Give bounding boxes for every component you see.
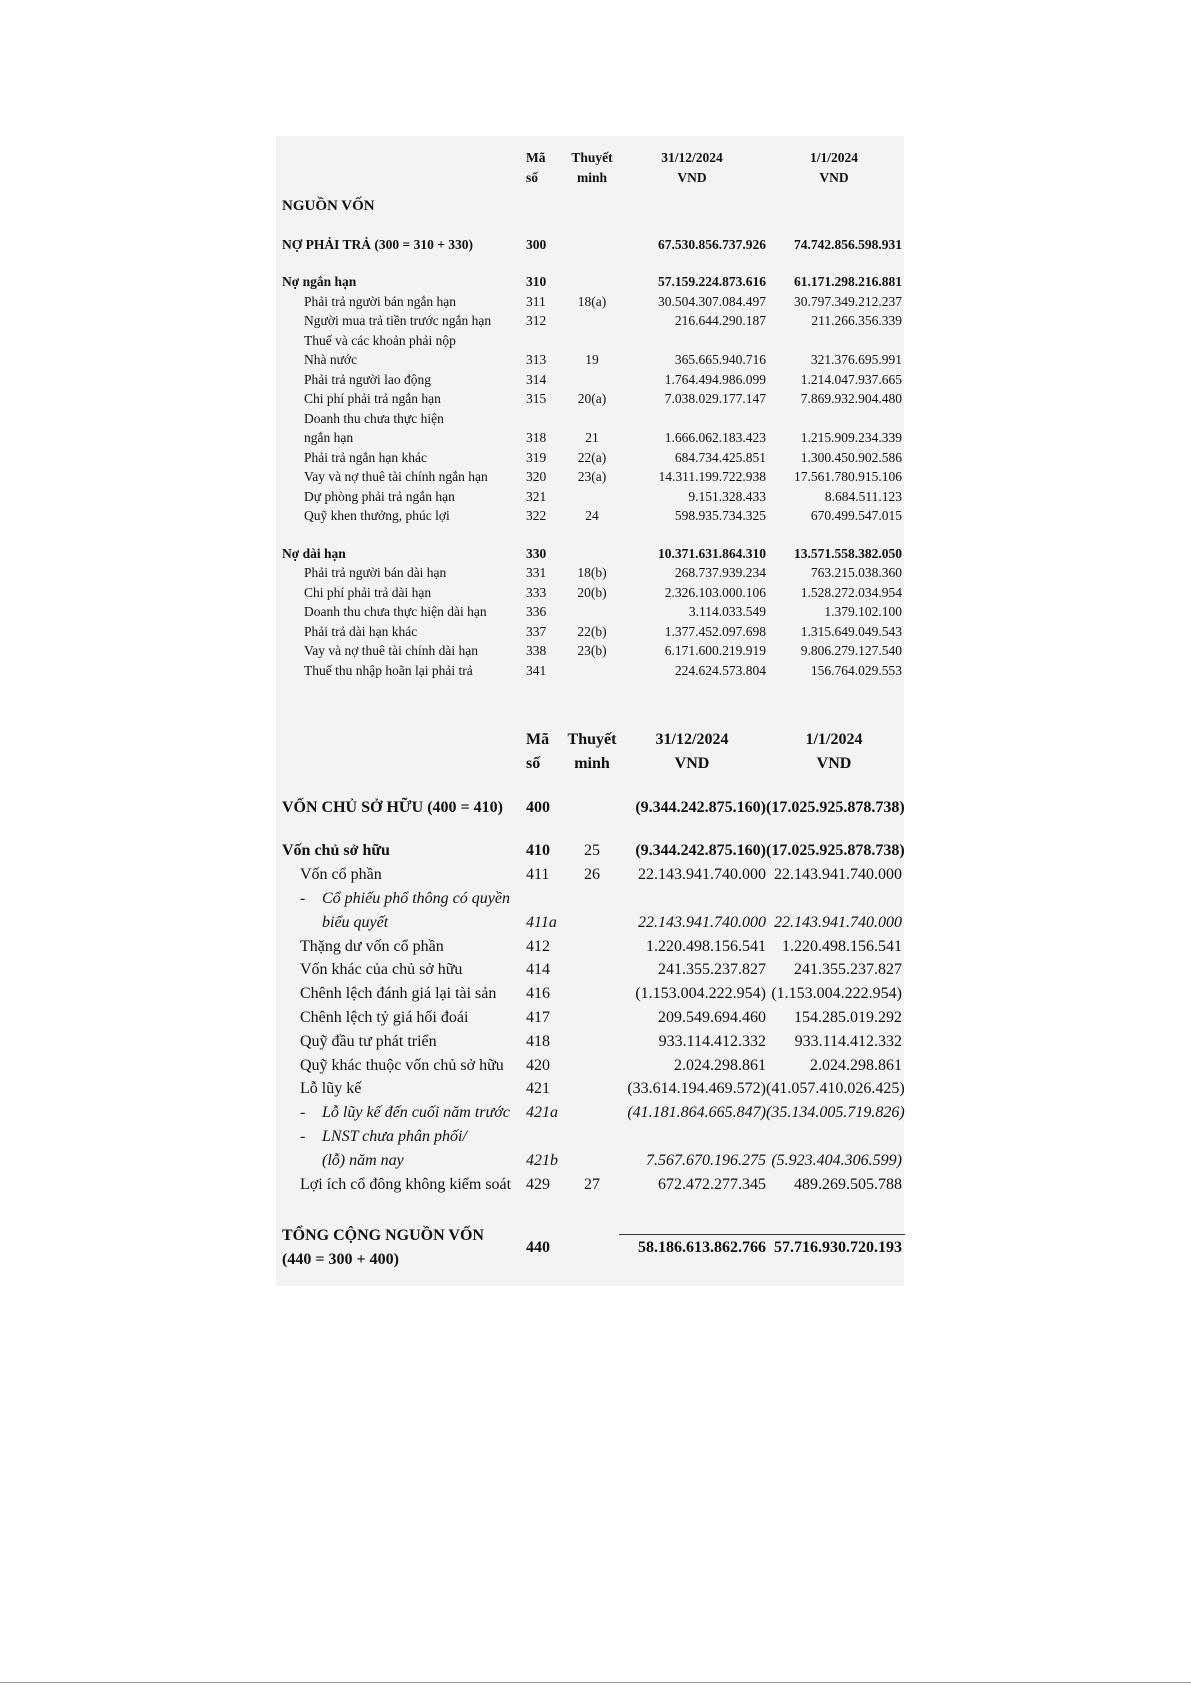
row-421b — [282, 1149, 902, 1173]
header-note-2: minh — [576, 169, 607, 185]
row-code: 321 — [526, 488, 547, 504]
row-value-2024: 14.311.199.722.938 — [658, 469, 766, 484]
row-value-2023: 22.143.941.740.000 — [774, 913, 902, 931]
row-value-2024: 58.186.613.862.766 — [638, 1239, 766, 1257]
row-label — [282, 1101, 526, 1125]
row-value-2023: 321.376.695.991 — [810, 352, 902, 367]
header-row-2 — [282, 168, 902, 188]
row-note: 22(b) — [577, 623, 607, 639]
row-code: 341 — [526, 662, 547, 678]
row-value-2024: (9.344.242.875.160) — [635, 842, 766, 860]
row-value-2024: (9.344.242.875.160) — [635, 798, 766, 816]
row-value-2023: 763.215.038.360 — [810, 565, 902, 580]
row-label: Doanh thu chưa thực hiện dài hạn — [304, 604, 487, 619]
row-value-2024: (41.181.864.665.847) — [627, 1104, 766, 1122]
row-label: Chi phí phải trả ngắn hạn — [304, 391, 441, 406]
row-note: 22(a) — [577, 449, 607, 465]
table-row-label-line — [282, 331, 902, 351]
header-currency-1: VND — [677, 169, 707, 185]
header-date-2: 1/1/2024 — [809, 150, 858, 165]
row-value-2023: 61.171.298.216.881 — [794, 274, 902, 289]
row-label: Vốn chủ sở hữu — [282, 842, 390, 860]
row-value-2024: 224.624.573.804 — [674, 662, 766, 678]
table-row-label-line — [282, 1125, 902, 1149]
row-label: Vay và nợ thuê tài chính dài hạn — [304, 643, 478, 658]
row-value-2023: 1.215.909.234.339 — [800, 430, 902, 445]
row-code: 322 — [526, 508, 547, 523]
row-label: Phải trả người lao động — [304, 371, 431, 387]
row-note: 20(b) — [577, 584, 607, 600]
table-row — [282, 622, 902, 642]
row-value-2024: 22.143.941.740.000 — [638, 866, 766, 884]
row-note: 19 — [585, 352, 599, 367]
row-label: Nợ dài hạn — [282, 545, 346, 561]
row-label-text: Lỗ lũy kế đến cuối năm trước — [322, 1104, 510, 1122]
row-label — [282, 1125, 902, 1149]
list-dash: - — [300, 1127, 306, 1145]
header-code-2: số — [526, 754, 541, 772]
table-row — [282, 563, 902, 583]
row-value-2023: (5.923.404.306.599) — [771, 1151, 902, 1169]
row-value-2024: 268.737.939.234 — [674, 565, 766, 580]
row-code: 417 — [526, 1008, 550, 1026]
row-value-2023: 8.684.511.123 — [824, 488, 902, 504]
row-value-2023: 933.114.412.332 — [794, 1032, 902, 1050]
row-value-2024: 1.377.452.097.698 — [664, 623, 766, 639]
row-value-2023: (17.025.925.878.738) — [766, 798, 905, 816]
row-code: 338 — [526, 643, 547, 658]
row-value-2023: 7.869.932.904.480 — [800, 391, 902, 406]
header-note: Thuyết — [567, 731, 617, 748]
row-label-text: Cổ phiếu phổ thông có quyền — [322, 889, 510, 907]
row-value-2023: 1.220.498.156.541 — [782, 937, 902, 955]
table-row — [282, 602, 902, 622]
row-note: 27 — [584, 1175, 600, 1193]
row-note: 18(b) — [577, 565, 607, 580]
row-value-2024: 2.024.298.861 — [674, 1056, 766, 1074]
row-value-2023: 2.024.298.861 — [810, 1056, 902, 1074]
header-row-1 — [282, 728, 902, 752]
header-row-2 — [282, 752, 902, 776]
row-code: 311 — [526, 293, 546, 309]
grand-total-label-line — [282, 1224, 902, 1248]
table-row — [282, 1077, 902, 1101]
row-label: Nợ ngắn hạn — [282, 274, 357, 289]
section-title: NGUỒN VỐN — [282, 198, 375, 214]
row-value-2024: 6.171.600.219.919 — [664, 643, 766, 658]
row-label: Chênh lệch tỷ giá hối đoái — [300, 1008, 469, 1026]
row-value-2024: 1.666.062.183.423 — [664, 430, 766, 445]
table-row — [282, 292, 902, 312]
row-value-2023: 489.269.505.788 — [794, 1175, 902, 1193]
row-value-2024: 672.472.277.345 — [658, 1175, 766, 1193]
row-code: 320 — [526, 469, 547, 484]
row-code: 411a — [526, 913, 557, 931]
row-value-2024: 67.530.856.737.926 — [658, 236, 766, 252]
row-code: 319 — [526, 449, 547, 465]
row-code: 300 — [526, 236, 547, 252]
row-label: Lỗ lũy kế — [300, 1080, 362, 1098]
header-currency-2: VND — [816, 754, 852, 772]
row-value-2023: 13.571.558.382.050 — [794, 545, 902, 561]
table-row — [282, 506, 902, 526]
row-note: 23(b) — [577, 643, 607, 658]
row-value-2024: 209.549.694.460 — [658, 1008, 766, 1026]
row-label: Phải trả dài hạn khác — [304, 623, 418, 639]
row-value-2023: (1.153.004.222.954) — [771, 985, 902, 1003]
row-code: 418 — [526, 1032, 550, 1050]
header-code-2: số — [526, 169, 539, 185]
row-note: 21 — [585, 430, 599, 445]
row-code: 333 — [526, 584, 547, 600]
row-note: 25 — [584, 842, 600, 860]
row-code: 421b — [526, 1151, 558, 1169]
header-note-2: minh — [574, 754, 610, 772]
row-label: Vốn cổ phần — [300, 866, 382, 884]
table-row — [282, 583, 902, 603]
header-code: Mã — [526, 731, 550, 748]
row-value-2023: 9.806.279.127.540 — [800, 643, 902, 658]
row-411 — [282, 863, 902, 887]
row-code: 313 — [526, 352, 547, 367]
table-row — [282, 958, 902, 982]
row-label: Dự phòng phải trả ngắn hạn — [304, 488, 455, 504]
row-label: Lợi ích cổ đông không kiểm soát — [300, 1175, 512, 1193]
row-value-2023: (35.134.005.719.826) — [766, 1104, 905, 1122]
table-row — [282, 641, 902, 661]
list-dash: - — [300, 1104, 306, 1122]
row-code: 414 — [526, 961, 550, 979]
row-value-2024: 3.114.033.549 — [688, 604, 766, 619]
row-429 — [282, 1173, 902, 1197]
row-note — [566, 661, 618, 681]
table-row — [282, 389, 902, 409]
row-value-2023: 22.143.941.740.000 — [774, 866, 902, 884]
header-code: Mã — [526, 150, 546, 165]
row-411a — [282, 911, 902, 935]
row-value-2023: 156.764.029.553 — [810, 662, 902, 678]
row-label: Quỹ đầu tư phát triển — [300, 1032, 437, 1050]
list-dash: - — [300, 889, 306, 907]
table-row — [282, 370, 902, 390]
row-code: 330 — [526, 545, 547, 561]
row-code: 310 — [526, 274, 547, 289]
row-value-2024: 1.220.498.156.541 — [646, 937, 766, 955]
table-row — [282, 350, 902, 370]
row-label: Thặng dư vốn cổ phần — [300, 937, 444, 955]
row-label-cont: Nhà nước — [304, 352, 358, 367]
row-value-2024: (1.153.004.222.954) — [635, 985, 766, 1003]
table-row — [282, 428, 902, 448]
row-label: VỐN CHỦ SỞ HỮU (400 = 410) — [282, 798, 503, 816]
row-value-2023: 74.742.856.598.931 — [794, 236, 902, 252]
table-row — [282, 935, 902, 959]
row-value-2024: 7.567.670.196.275 — [646, 1151, 766, 1169]
row-value-2024: 241.355.237.827 — [658, 961, 766, 979]
row-note — [566, 370, 618, 390]
row-code: 400 — [526, 798, 550, 816]
row-value-2024: (33.614.194.469.572) — [627, 1080, 766, 1098]
row-label: Phải trả người bán ngắn hạn — [304, 293, 457, 309]
row-code: 318 — [526, 430, 547, 445]
row-value-2024: 57.159.224.873.616 — [658, 274, 766, 289]
row-code: 421 — [526, 1080, 550, 1098]
row-code: 421a — [526, 1104, 558, 1122]
row-label-cont: (440 = 300 + 400) — [282, 1251, 399, 1269]
row-value-2024: 684.734.425.851 — [674, 449, 766, 465]
equity-table — [282, 728, 905, 1272]
row-label — [282, 887, 902, 911]
row-label: Vốn khác của chủ sở hữu — [300, 961, 463, 979]
row-label-text: LNST chưa phân phối/ — [322, 1127, 467, 1145]
row-code: 429 — [526, 1175, 550, 1193]
row-note: 26 — [584, 866, 600, 884]
header-note: Thuyết — [571, 150, 613, 165]
row-label: Chi phí phải trả dài hạn — [304, 584, 432, 600]
row-value-2024: 1.764.494.986.099 — [664, 371, 766, 387]
row-value-2024: 598.935.734.325 — [674, 508, 766, 523]
table-row — [282, 1030, 902, 1054]
row-value-2023: 1.379.102.100 — [824, 604, 902, 619]
row-value-2023: 241.355.237.827 — [794, 961, 902, 979]
row-label: Chênh lệch đánh giá lại tài sản — [300, 985, 497, 1003]
page-bottom-rule — [0, 1682, 1191, 1683]
row-label: TỔNG CỘNG NGUỒN VỐN — [282, 1227, 484, 1245]
row-code: 314 — [526, 371, 547, 387]
row-code: 315 — [526, 391, 547, 406]
row-label: Người mua trả tiền trước ngắn hạn — [304, 313, 492, 328]
row-code: 331 — [526, 565, 547, 580]
row-value-2023: 154.285.019.292 — [794, 1008, 902, 1026]
row-value-2023: 57.716.930.720.193 — [774, 1239, 902, 1257]
row-label: Quỹ khen thưởng, phúc lợi — [304, 508, 450, 523]
row-value-2023: 1.528.272.034.954 — [800, 584, 902, 600]
row-code: 411 — [526, 866, 550, 884]
table-row — [282, 467, 902, 487]
table-row — [282, 1006, 902, 1030]
table-row — [282, 1054, 902, 1078]
header-currency-2: VND — [819, 169, 849, 185]
row-value-2024: 22.143.941.740.000 — [638, 913, 766, 931]
table-row — [282, 487, 902, 507]
row-410 — [282, 839, 902, 863]
table-row — [282, 661, 902, 681]
row-label: Phải trả người bán dài hạn — [304, 565, 447, 580]
row-value-2023: (41.057.410.026.425) — [766, 1080, 905, 1098]
row-note: 20(a) — [577, 391, 607, 406]
table-row — [282, 448, 902, 468]
row-code: 420 — [526, 1056, 550, 1074]
row-value-2023: 1.214.047.937.665 — [800, 371, 902, 387]
row-code: 412 — [526, 937, 550, 955]
row-label: NỢ PHẢI TRẢ (300 = 310 + 330) — [282, 236, 474, 252]
row-label: Doanh thu chưa thực hiện — [304, 410, 444, 426]
row-value-2023: 211.266.356.339 — [811, 313, 902, 328]
header-date-2: 1/1/2024 — [805, 731, 863, 748]
row-value-2023: 1.315.649.049.543 — [800, 623, 902, 639]
row-value-2024: 933.114.412.332 — [658, 1032, 766, 1050]
row-label: Quỹ khác thuộc vốn chủ sở hữu — [300, 1056, 504, 1074]
row-421a — [282, 1101, 902, 1125]
liabilities-table — [282, 148, 902, 680]
row-300 — [282, 235, 902, 255]
row-note — [566, 311, 618, 331]
row-400 — [282, 796, 902, 820]
row-note — [566, 602, 618, 622]
row-note: 18(a) — [577, 293, 607, 309]
row-value-2023: 1.300.450.902.586 — [800, 449, 902, 465]
table-row — [282, 311, 902, 331]
row-value-2023: 17.561.780.915.106 — [794, 469, 902, 484]
row-code: 337 — [526, 623, 547, 639]
row-value-2024: 30.504.307.084.497 — [658, 293, 766, 309]
row-code: 416 — [526, 985, 550, 1003]
row-value-2024: 7.038.029.177.147 — [664, 391, 766, 406]
header-date-1: 31/12/2024 — [661, 150, 723, 165]
row-value-2024: 2.326.103.000.106 — [664, 584, 766, 600]
row-note: 24 — [585, 508, 599, 523]
table-row — [282, 982, 902, 1006]
row-value-2024: 10.371.631.864.310 — [658, 545, 766, 561]
header-currency-1: VND — [674, 754, 710, 772]
row-value-2024: 216.644.290.187 — [674, 313, 766, 328]
row-code: 410 — [526, 842, 550, 860]
row-310 — [282, 272, 902, 292]
row-label: Vay và nợ thuê tài chính ngắn hạn — [304, 469, 488, 484]
row-label-cont: ngắn hạn — [304, 430, 354, 445]
row-330 — [282, 544, 902, 564]
row-code: 336 — [526, 604, 547, 619]
row-value-2024: 9.151.328.433 — [688, 488, 766, 504]
row-code: 312 — [526, 313, 547, 328]
total-divider — [619, 1234, 905, 1235]
row-note — [566, 487, 618, 507]
row-code: 440 — [526, 1239, 550, 1257]
table-row-label-line — [282, 409, 902, 429]
row-label: Thuế thu nhập hoãn lại phải trả — [304, 662, 473, 678]
row-value-2024: 365.665.940.716 — [674, 352, 766, 367]
header-row-1 — [282, 148, 902, 168]
row-value-2023: (17.025.925.878.738) — [766, 842, 905, 860]
table-row-label-line — [282, 887, 902, 911]
row-label-cont: biểu quyết — [322, 913, 389, 931]
header-date-1: 31/12/2024 — [655, 731, 729, 748]
row-label: Phải trả ngắn hạn khác — [304, 449, 427, 465]
row-value-2023: 30.797.349.212.237 — [794, 293, 902, 309]
section-title-row — [282, 197, 902, 217]
row-label-cont: (lỗ) năm nay — [322, 1151, 404, 1169]
row-note: 23(a) — [577, 469, 607, 484]
row-label: Thuế và các khoản phải nộp — [304, 332, 456, 348]
row-value-2023: 670.499.547.015 — [810, 508, 902, 523]
